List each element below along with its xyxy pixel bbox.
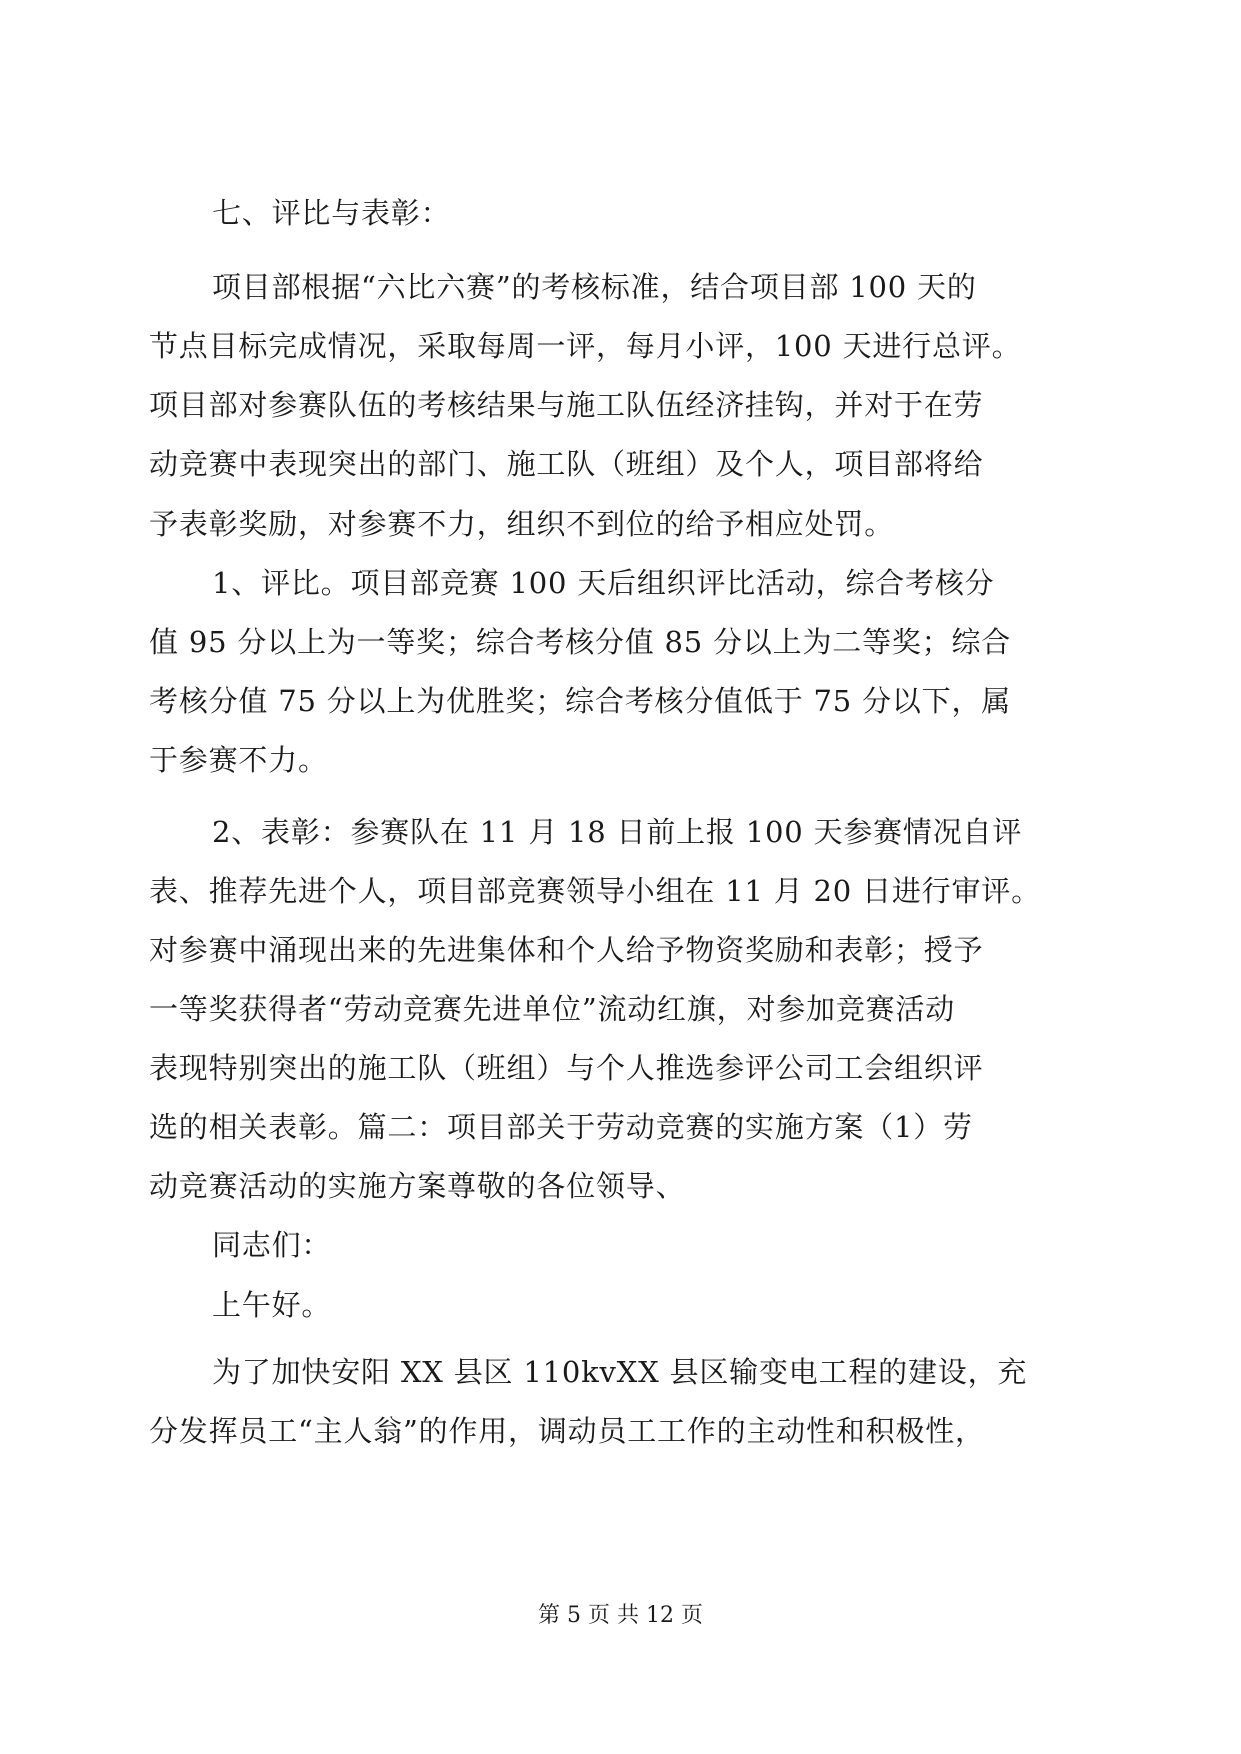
paragraph-line: 对参赛中涌现出来的先进集体和个人给予物资奖励和表彰；授予 xyxy=(149,933,984,967)
paragraph-line: 项目部根据“六比六赛”的考核标准，结合项目部 100 天的 xyxy=(212,270,977,304)
salutation-line: 同志们： xyxy=(212,1228,332,1262)
paragraph-line: 选的相关表彰。篇二：项目部关于劳动竞赛的实施方案（1）劳 xyxy=(149,1110,973,1144)
paragraph-line: 表、推荐先进个人，项目部竞赛领导小组在 11 月 20 日进行审评。 xyxy=(149,874,1041,908)
paragraph-line: 动竞赛活动的实施方案尊敬的各位领导、 xyxy=(149,1169,686,1203)
paragraph-line: 2、表彰：参赛队在 11 月 18 日前上报 100 天参赛情况自评 xyxy=(212,815,1023,849)
paragraph-line: 节点目标完成情况，采取每周一评，每月小评，100 天进行总评。 xyxy=(149,329,1022,363)
paragraph-line: 为了加快安阳 XX 县区 110kvXX 县区输变电工程的建设，充 xyxy=(212,1355,1028,1389)
greeting-line: 上午好。 xyxy=(212,1288,332,1322)
paragraph-line: 项目部对参赛队伍的考核结果与施工队伍经济挂钩，并对于在劳 xyxy=(149,388,984,422)
paragraph-line: 值 95 分以上为一等奖；综合考核分值 85 分以上为二等奖；综合 xyxy=(149,625,1012,659)
section-heading: 七、评比与表彰： xyxy=(212,196,451,230)
paragraph-line: 一等奖获得者“劳动竞赛先进单位”流动红旗，对参加竞赛活动 xyxy=(149,992,956,1026)
paragraph-line: 1、评比。项目部竞赛 100 天后组织评比活动，综合考核分 xyxy=(212,566,995,600)
paragraph-line: 动竞赛中表现突出的部门、施工队（班组）及个人，项目部将给 xyxy=(149,447,984,481)
paragraph-line: 予表彰奖励，对参赛不力，组织不到位的给予相应处罚。 xyxy=(149,507,895,541)
paragraph-line: 于参赛不力。 xyxy=(149,743,328,777)
paragraph-line: 分发挥员工“主人翁”的作用，调动员工工作的主动性和积极性， xyxy=(149,1414,985,1448)
page-number-footer: 第 5 页 共 12 页 xyxy=(538,1603,703,1628)
paragraph-line: 表现特别突出的施工队（班组）与个人推选参评公司工会组织评 xyxy=(149,1051,984,1085)
paragraph-line: 考核分值 75 分以上为优胜奖；综合考核分值低于 75 分以下，属 xyxy=(149,684,1012,718)
